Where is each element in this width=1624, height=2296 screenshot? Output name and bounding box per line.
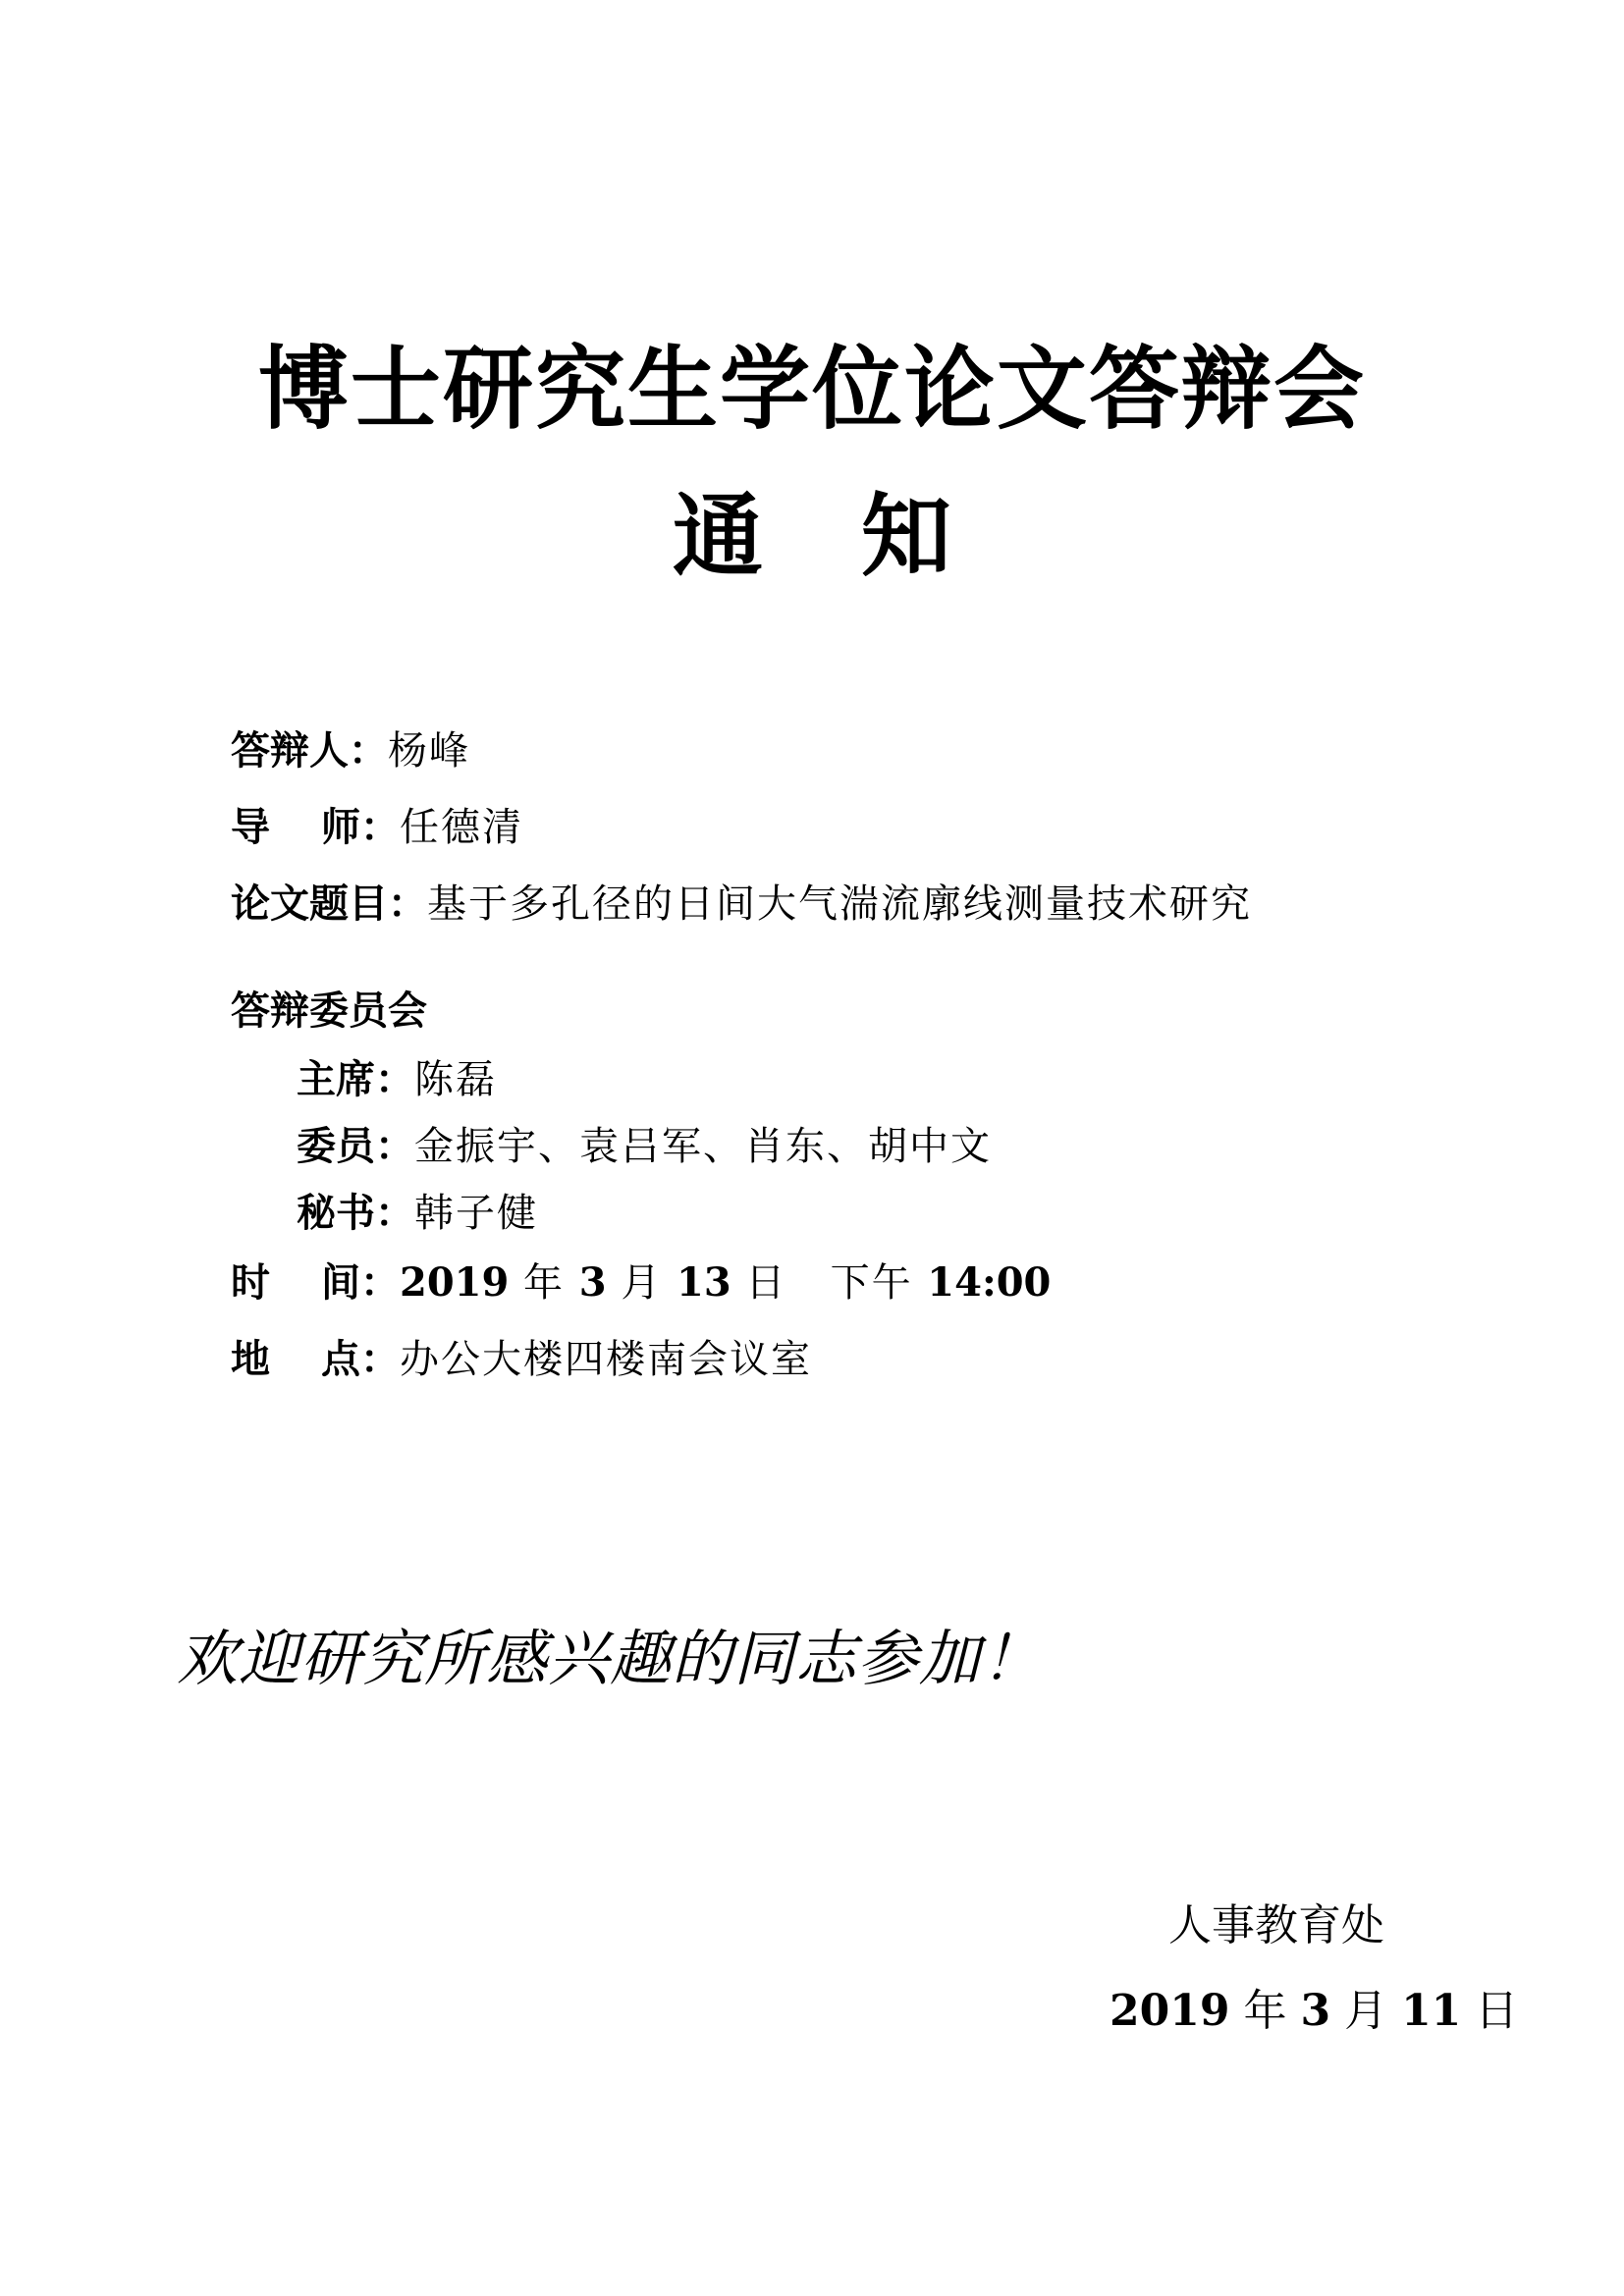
thesis-label: 论文题目： xyxy=(231,881,427,927)
secretary-label: 秘书： xyxy=(297,1191,414,1236)
time-row xyxy=(231,1259,1052,1306)
committee-heading-text: 答辩委员会 xyxy=(231,988,427,1034)
defender-label: 答辩人： xyxy=(231,728,388,774)
committee-members-row xyxy=(297,1124,992,1169)
advisor-name: 任德清 xyxy=(400,805,523,850)
place-label-rest: 点： xyxy=(321,1337,400,1382)
time-year: 2019 xyxy=(400,1259,510,1306)
time-month-unit: 月 xyxy=(606,1260,677,1306)
committee-heading xyxy=(231,988,427,1034)
defender-row xyxy=(231,728,470,774)
time-label-char-1: 时 xyxy=(231,1260,270,1306)
place-row xyxy=(231,1337,812,1382)
secretary-name: 韩子健 xyxy=(414,1191,538,1236)
welcome-message: 欢迎研究所感兴趣的同志参加！ xyxy=(177,1623,1044,1694)
advisor-row xyxy=(231,805,523,850)
issue-date-day: 11 xyxy=(1401,1986,1462,2036)
thesis-title: 基于多孔径的日间大气湍流廓线测量技术研究 xyxy=(427,881,1252,927)
issue-date-year-unit: 年 xyxy=(1229,1986,1301,2036)
issue-date-month-unit: 月 xyxy=(1330,1986,1402,2036)
place-label-char-1: 地 xyxy=(231,1337,270,1382)
time-label-rest: 间： xyxy=(321,1260,400,1306)
advisor-label-char-1: 导 xyxy=(231,805,270,850)
thesis-row xyxy=(231,881,1252,927)
time-period: 下午 xyxy=(786,1260,928,1306)
page-title: 博士研究生学位论文答辩会 xyxy=(257,336,1366,442)
advisor-label-rest: 师： xyxy=(321,805,400,850)
chair-name: 陈磊 xyxy=(414,1057,497,1102)
defender-name: 杨峰 xyxy=(388,728,470,774)
chair-label: 主席： xyxy=(297,1057,414,1102)
notice-heading xyxy=(0,483,1624,589)
issue-date xyxy=(1110,1975,1518,2038)
time-day-unit: 日 xyxy=(731,1260,787,1306)
time-label xyxy=(231,1260,400,1306)
issue-date-year: 2019 xyxy=(1110,1986,1230,2036)
members-label: 委员： xyxy=(297,1124,414,1169)
place-value: 办公大楼四楼南会议室 xyxy=(400,1337,812,1382)
issuer: 人事教育处 xyxy=(1168,1900,1384,1950)
time-day: 13 xyxy=(677,1259,731,1306)
time-clock: 14:00 xyxy=(927,1259,1052,1306)
committee-chair-row xyxy=(297,1057,497,1102)
time-year-unit: 年 xyxy=(509,1260,579,1306)
issue-date-month: 3 xyxy=(1300,1986,1331,2036)
place-label xyxy=(231,1337,400,1382)
issue-date-day-unit: 日 xyxy=(1461,1986,1519,2036)
time-month: 3 xyxy=(578,1259,607,1306)
notice-heading-char-1: 通 xyxy=(672,483,763,589)
members-names: 金振宇、袁吕军、肖东、胡中文 xyxy=(414,1124,992,1169)
advisor-label xyxy=(231,805,400,850)
committee-secretary-row xyxy=(297,1191,538,1236)
notice-heading-char-2: 知 xyxy=(861,483,952,589)
